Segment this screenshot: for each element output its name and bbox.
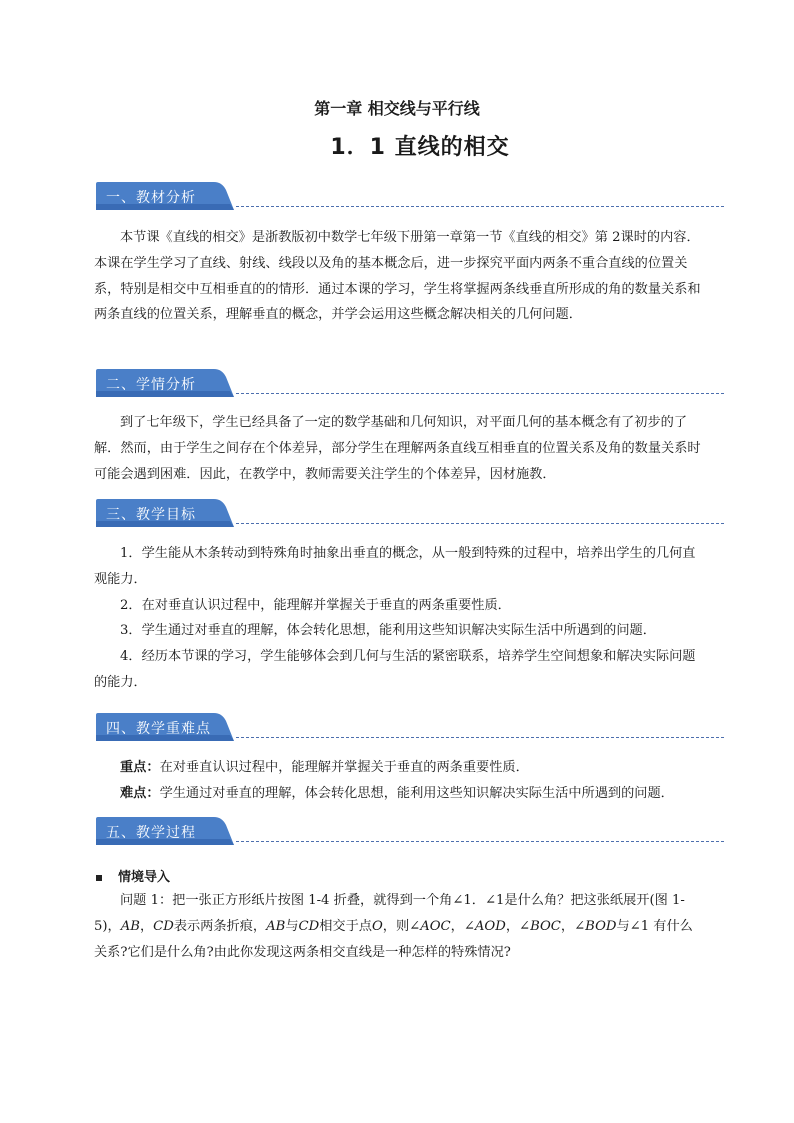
section-label: 一、教材分析	[106, 190, 196, 206]
section-header-textbook-analysis	[96, 182, 724, 214]
math-var: BOD	[585, 918, 617, 934]
section-label: 四、教学重难点	[106, 721, 211, 737]
section-divider	[236, 206, 724, 207]
goal-item: 1．学生能从木条转动到特殊角时抽象出垂直的概念，从一般到特殊的过程中，培养出学生的几何直观能力．	[94, 546, 696, 587]
goal-item: 3．学生通过对垂直的理解，体会转化思想，能利用这些知识解决实际生活中所遇到的问题．	[120, 623, 656, 639]
math-var: O	[371, 918, 383, 934]
difficulty-line	[94, 781, 714, 807]
text-run: 表示两条折痕，	[173, 918, 267, 934]
section-tab	[96, 817, 234, 847]
math-var: AB	[120, 918, 140, 934]
math-var: CD	[153, 918, 174, 934]
intro-heading-text: 情境导入	[118, 870, 171, 885]
section-header-student-analysis	[96, 369, 724, 401]
paragraph: 到了七年级下，学生已经具备了一定的数学基础和几何知识，对平面几何的基本概念有了初步的了解．然而，由于学生之间存在个体差异，部分学生在理解两条直线互相垂直的位置关系及角的数量关系时可能会遇到困难．因此，在教学中，教师需要关注学生的个体差异，因材施教．	[94, 415, 701, 482]
text-run: ，∠	[505, 918, 531, 934]
section-tab	[96, 499, 234, 529]
section-header-teaching-goals	[96, 499, 724, 531]
section-header-key-points	[96, 713, 724, 745]
text-run: ，∠	[560, 918, 586, 934]
teaching-goals-list	[94, 541, 706, 696]
chapter-title: 第一章 相交线与平行线	[314, 99, 480, 118]
intro-heading	[96, 866, 170, 885]
paragraph: 本节课《直线的相交》是浙教版初中数学七年级下册第一章第一节《直线的相交》第 2课时的内容．本课在学生学习了直线、射线、线段以及角的基本概念后，进一步探究平面内两条不重合直线的位置关系，特别是相交中互相垂直的的情形．通过本课的学习，学生将掌握两条线垂直所形成的角的数量关系和两条直线的位置关系，理解垂直的概念，并学会运用这些概念解决相关的几何问题．	[94, 230, 701, 323]
section-tab	[96, 713, 234, 743]
lesson-title: 1．1 直线的相交	[330, 135, 510, 160]
math-var: AB	[266, 918, 286, 934]
text-run: 相交于点	[319, 918, 372, 934]
text-run: ，	[139, 918, 154, 934]
math-var: BOC	[530, 918, 561, 934]
math-var: AOC	[420, 918, 451, 934]
math-var: AOD	[474, 918, 506, 934]
key-points-text	[94, 755, 714, 807]
text-run: ，则∠	[382, 918, 421, 934]
textbook-analysis-text	[94, 225, 706, 328]
section-label: 五、教学过程	[106, 825, 196, 841]
section-tab	[96, 369, 234, 399]
key-text: 在对垂直认识过程中，能理解并掌握关于垂直的两条重要性质．	[159, 760, 529, 775]
section-label: 三、教学目标	[106, 507, 196, 523]
problem-paragraph	[94, 888, 706, 965]
goal-item: 2．在对垂直认识过程中，能理解并掌握关于垂直的两条重要性质．	[120, 597, 511, 613]
key-point-line	[94, 755, 714, 781]
section-tab	[96, 182, 234, 212]
key-label: 重点：	[120, 760, 160, 775]
section-header-teaching-process	[96, 817, 724, 849]
section-label: 二、学情分析	[106, 377, 196, 393]
math-var: CD	[298, 918, 320, 934]
text-run: ，∠	[450, 918, 475, 934]
student-analysis-text	[94, 410, 706, 487]
section-divider	[236, 737, 724, 738]
problem-1-text	[94, 888, 706, 965]
section-divider	[236, 841, 724, 842]
difficulty-label: 难点：	[120, 785, 160, 801]
section-divider	[236, 393, 724, 394]
goal-item: 4．经历本节课的学习，学生能够体会到几何与生活的紧密联系，培养学生空间想象和解决实际问题的能力．	[94, 649, 696, 690]
text-run: 与	[285, 918, 299, 934]
section-divider	[236, 523, 724, 524]
text-run: 问题 1：把一张正方形纸片按图 1-4 折叠，就得到一个角∠1．∠1是什么角？把这张纸展开(图 1-5)，	[94, 893, 685, 934]
square-bullet-icon	[96, 875, 102, 881]
text-run: 与∠1 有什么关系?它们是什么角?由此你发现这两条相交直线是一种怎样的特殊情况?	[94, 918, 693, 960]
difficulty-text: 学生通过对垂直的理解，体会转化思想，能利用这些知识解决实际生活中所遇到的问题．	[159, 785, 674, 801]
